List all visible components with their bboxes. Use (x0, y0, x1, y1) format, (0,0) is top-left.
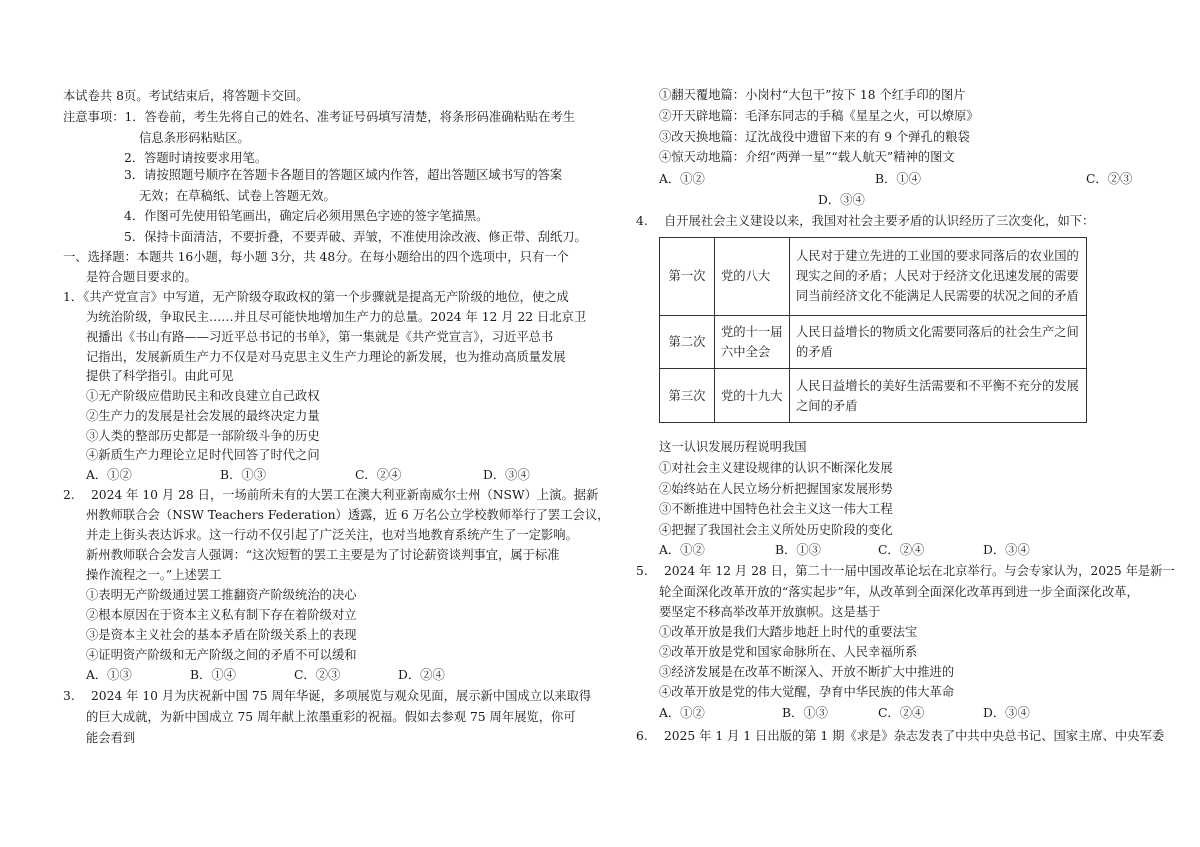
table-row (660, 315, 1087, 369)
q2-stem-line: 并走上街头表达诉求。这一行动不仅引起了广泛关注，也对当地教育系统产生了一定影响。 (86, 528, 578, 542)
q1-answer-a: A．①② (86, 468, 132, 482)
table-cell-content (790, 315, 1087, 369)
q2-option: ②根本原因在于资本主义私有制下存在着阶级对立 (86, 608, 357, 622)
q5-stem-line: 要坚定不移高举改革开放旗帜。这是基于 (659, 605, 881, 619)
q2-answer-d: D．②④ (398, 668, 445, 682)
q2-answer-b: B．①④ (190, 668, 236, 682)
q1-stem-line: 视播出《书山有路——习近平总书记的书单》，第一集就是《共产党宣言》，习近平总书 (86, 330, 554, 344)
content-line: 现实之间的矛盾；人民对于经济文化迅速发展的需要 (796, 269, 1079, 284)
q3-option: ③改天换地篇：辽沈战役中遗留下来的有 9 个弹孔的粮袋 (659, 130, 970, 144)
content-line: 同当前经济文化不能满足人民需要的状况之间的矛盾 (796, 289, 1079, 304)
q3-answer-b: B．①④ (875, 172, 921, 186)
q2-answer-c: C．②③ (294, 668, 341, 682)
q1-stem-line: 1．《共产党宣言》中写道，无产阶级夺取政权的第一个步骤就是提高无产阶级的地位，使之成 (63, 290, 569, 304)
q1-stem-line: 记指出，发展新质生产力不仅是对马克思主义生产力理论的新发展，也为推动高质量发展 (86, 350, 566, 364)
q4-answer-d: D．③④ (983, 543, 1030, 557)
q1-option: ③人类的整部历史都是一部阶级斗争的历史 (86, 429, 320, 443)
q5-stem-line: 5. 2024 年 12 月 28 日，第二十一届中国改革论坛在北京举行。与会专家认为，2025 年是新一 (636, 564, 1175, 578)
q1-option: ②生产力的发展是社会发展的最终决定力量 (86, 409, 320, 423)
content-line: 人民日益增长的美好生活需要和不平衡不充分的发展 (796, 378, 1079, 393)
meeting-line: 六中全会 (721, 344, 771, 359)
q5-answer-b: B．①③ (782, 706, 828, 720)
q5-option: ①改革开放是我们大踏步地赶上时代的重要法宝 (659, 625, 918, 639)
table-cell-meeting: 党的八大 (715, 238, 790, 316)
q1-answer-c: C．②④ (355, 468, 402, 482)
q5-answer-c: C．②④ (878, 706, 925, 720)
contradiction-table (659, 237, 1087, 423)
note-line: 2．答题时请按要求用笔。 (124, 151, 268, 165)
q2-option: ③是资本主义社会的基本矛盾在阶级关系上的表现 (86, 628, 357, 642)
q5-option: ④改革开放是党的伟大觉醒，孕育中华民族的伟大革命 (659, 685, 955, 699)
note-line: 3．请按照题号顺序在答题卡各题目的答题区域内作答，超出答题区域书写的答案 (124, 168, 563, 182)
q4-answer-a: A．①② (659, 543, 705, 557)
q5-answer-a: A．①② (659, 706, 705, 720)
content-line: 之间的矛盾 (796, 398, 858, 413)
q1-answer-d: D．③④ (483, 468, 530, 482)
note-line: 4．作图可先使用铅笔画出，确定后必须用黑色字迹的签字笔描黑。 (124, 209, 489, 223)
q2-answer-a: A．①③ (86, 668, 132, 682)
q3-stem-line: 3. 2024 年 10 月为庆祝新中国 75 周年华诞，多项展览与观众见面，展示新中国成立以来取得 (63, 689, 592, 703)
q4-option: ③不断推进中国特色社会主义这一伟大工程 (659, 502, 893, 516)
q1-option: ④新质生产力理论立足时代回答了时代之问 (86, 448, 320, 462)
note-line: 无效；在草稿纸、试卷上答题无效。 (139, 189, 336, 203)
q2-option: ④证明资产阶级和无产阶级之间的矛盾不可以缓和 (86, 648, 357, 662)
table-cell-meeting (715, 315, 790, 369)
table-cell-order: 第一次 (660, 238, 715, 316)
q3-option: ①翻天覆地篇：小岗村“大包干”按下 18 个红手印的图片 (659, 88, 966, 102)
meeting-line: 党的十一届 (721, 324, 783, 339)
q3-option: ④惊天动地篇：介绍“两弹一星”“载人航天”精神的图文 (659, 150, 955, 164)
q3-stem-line: 的巨大成就，为新中国成立 75 周年献上浓墨重彩的祝福。假如去参观 75 周年展览，你可 (86, 710, 576, 724)
q2-stem-line: 操作流程之一。”上述罢工 (86, 568, 222, 582)
content-line: 人民对于建立先进的工业国的要求同落后的农业国的 (796, 249, 1079, 264)
q2-stem-line: 2. 2024 年 10 月 28 日，一场前所未有的大罢工在澳大利亚新南威尔士州（NSW）上演。据新 (63, 488, 599, 502)
table-row (660, 238, 1087, 316)
table-cell-content (790, 369, 1087, 423)
table-row (660, 369, 1087, 423)
exam-header: 本试卷共 8页。考试结束后，将答题卡交回。 (63, 89, 309, 103)
q5-stem-line: 轮全面深化改革开放的“落实起步”年，从改革到全面深化改革再到进一步全面深化改革， (659, 585, 1139, 599)
q4-tail: 这一认识发展历程说明我国 (659, 440, 807, 454)
q2-stem-line: 新州教师联合会发言人强调：“这次短暂的罢工主要是为了讨论薪资谈判事宜，属于标准 (86, 548, 560, 562)
q3-answer-d: D．③④ (818, 193, 865, 207)
q1-option: ①无产阶级应借助民主和改良建立自己政权 (86, 389, 320, 403)
q6-stem: 6. 2025 年 1 月 1 日出版的第 1 期《求是》杂志发表了中共中央总书记、国家主席、中央军委 (636, 729, 1165, 743)
table-cell-order: 第三次 (660, 369, 715, 423)
q5-answer-d: D．③④ (983, 706, 1030, 720)
note-line: 5．保持卡面清洁，不要折叠，不要弄破、弄皱，不准使用涂改液、修正带、刮纸刀。 (124, 230, 587, 244)
q4-option: ①对社会主义建设规律的认识不断深化发展 (659, 461, 893, 475)
q3-option: ②开天辟地篇：毛泽东同志的手稿《星星之火，可以燎原》 (659, 109, 979, 123)
table-cell-meeting: 党的十九大 (715, 369, 790, 423)
q3-answer-c: C．②③ (1086, 172, 1133, 186)
q5-option: ②改革开放是党和国家命脉所在、人民幸福所系 (659, 645, 918, 659)
q3-answer-a: A．①② (659, 172, 705, 186)
q4-stem: 4. 自开展社会主义建设以来，我国对社会主要矛盾的认识经历了三次变化，如下： (636, 214, 1095, 228)
section-heading: 一、选择题：本题共 16小题，每小题 3分，共 48分。在每小题给出的四个选项中，只有一个 (63, 250, 569, 264)
q4-answer-c: C．②④ (878, 543, 925, 557)
q4-option: ②始终站在人民立场分析把握国家发展形势 (659, 482, 893, 496)
q4-answer-b: B．①③ (775, 543, 821, 557)
table-cell-content (790, 238, 1087, 316)
q2-stem-line: 州教师联合会（NSW Teachers Federation）透露，近 6 万名公立学校教师举行了罢工会议， (86, 508, 610, 522)
notes-title: 注意事项：1．答卷前，考生先将自己的姓名、准考证号码填写清楚，将条形码准确粘贴在考生 (63, 110, 575, 124)
q5-option: ③经济发展是在改革不断深入、开放不断扩大中推进的 (659, 665, 955, 679)
q1-answer-b: B．①③ (220, 468, 266, 482)
section-heading: 是符合题目要求的。 (86, 270, 197, 284)
q4-option: ④把握了我国社会主义所处历史阶段的变化 (659, 523, 893, 537)
q1-stem-line: 提供了科学指引。由此可见 (86, 369, 234, 383)
content-line: 人民日益增长的物质文化需要同落后的社会生产之间 (796, 324, 1079, 339)
table-cell-order: 第二次 (660, 315, 715, 369)
content-line: 的矛盾 (796, 344, 833, 359)
note-line: 信息条形码粘贴区。 (139, 131, 250, 145)
q3-stem-line: 能会看到 (86, 731, 136, 745)
q1-stem-line: 为统治阶级，争取民主……并且尽可能快地增加生产力的总量。2024 年 12 月 22 日北京卫 (86, 310, 587, 324)
q2-option: ①表明无产阶级通过罢工推翻资产阶级统治的决心 (86, 588, 357, 602)
